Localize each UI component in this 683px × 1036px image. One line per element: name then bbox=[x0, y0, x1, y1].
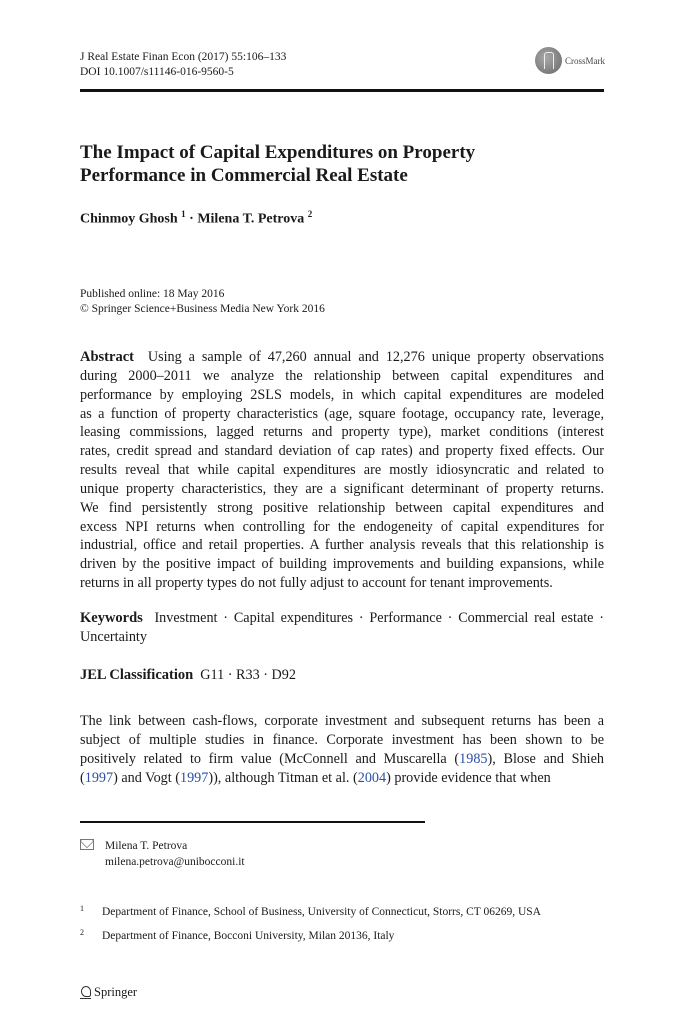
author-list bbox=[80, 209, 312, 228]
text-line bbox=[80, 442, 604, 461]
text-segment: excess NPI returns when controlling for the endogeneity of capital expenditures for bbox=[80, 518, 604, 535]
text-segment: driven by the positive impact of building improvements and building expansions, while bbox=[80, 556, 604, 573]
text-segment: We find persistently strong positive relationship between capital expenditures and bbox=[80, 499, 604, 516]
crossmark-label: CrossMark bbox=[565, 55, 605, 66]
text-segment: unique property characteristics, they are a significant determinant of property returns. bbox=[80, 480, 604, 497]
text-segment: ) provide evidence that when bbox=[386, 769, 551, 786]
footnote-number: 1 bbox=[80, 904, 84, 913]
copyright: © Springer Science+Business Media New York 2016 bbox=[80, 303, 325, 315]
footnote-text: Department of Finance, School of Business, University of Connecticut, Storrs, CT 06269, USA bbox=[102, 906, 541, 918]
publisher-logo bbox=[80, 985, 137, 1000]
citation-link[interactable]: 2004 bbox=[357, 769, 387, 786]
text-line bbox=[80, 405, 604, 424]
jel-codes: G11 · R33 · D92 bbox=[200, 667, 296, 683]
crossmark-badge[interactable] bbox=[535, 47, 605, 74]
affiliation-marker: 2 bbox=[307, 209, 313, 219]
jel-classification bbox=[80, 666, 604, 685]
citation-link[interactable]: 1997 bbox=[179, 769, 209, 786]
text-line bbox=[80, 628, 604, 647]
text-segment: positively related to firm value (McConnell and Muscarella ( bbox=[80, 750, 460, 767]
text-segment: as a function of property characteristics (age, square footage, occupancy rate, leverage, bbox=[80, 405, 604, 422]
title-line: The Impact of Capital Expenditures on Property bbox=[80, 142, 476, 163]
jel-label: JEL Classification bbox=[80, 667, 194, 683]
text-line bbox=[80, 574, 604, 593]
text-segment: subject of multiple studies in finance. Corporate investment has been shown to be bbox=[80, 731, 604, 748]
publication-info bbox=[80, 287, 325, 317]
text-segment: performance by employing 2SLS models, in which capital expenditures are modeled bbox=[80, 386, 604, 403]
text-line bbox=[80, 731, 604, 750]
crossmark-icon bbox=[535, 47, 562, 74]
body-text bbox=[80, 712, 604, 787]
text-segment: Uncertainty bbox=[80, 628, 147, 645]
citation-link[interactable]: 1997 bbox=[84, 769, 114, 786]
text-segment: )), although Titman et al. ( bbox=[208, 769, 358, 786]
published-date: Published online: 18 May 2016 bbox=[80, 288, 225, 300]
text-segment: during 2000–2011 we analyze the relationship between capital expenditures and bbox=[80, 367, 604, 384]
journal-header bbox=[80, 50, 286, 80]
paper-title bbox=[80, 141, 475, 187]
text-line bbox=[80, 423, 604, 442]
footnote-text: Department of Finance, Bocconi University, Milan 20136, Italy bbox=[102, 930, 395, 942]
correspondent-email[interactable]: milena.petrova@unibocconi.it bbox=[105, 856, 245, 868]
footnote-affiliation-2 bbox=[80, 928, 394, 942]
affiliation-marker: 1 bbox=[181, 209, 186, 219]
text-line bbox=[80, 555, 604, 574]
author-name: Milena T. Petrova bbox=[197, 211, 305, 227]
text-segment: leasing commissions, lagged returns and property type), market conditions (interest bbox=[80, 424, 604, 441]
author-separator: · bbox=[185, 211, 198, 227]
footnote-number: 2 bbox=[80, 928, 84, 937]
text-segment: ) and Vogt ( bbox=[113, 769, 180, 786]
footnote-rule bbox=[80, 821, 425, 823]
section-label: Abstract bbox=[80, 349, 134, 365]
text-line bbox=[80, 750, 604, 769]
correspondent-name: Milena T. Petrova bbox=[105, 840, 188, 852]
text-line bbox=[80, 609, 604, 628]
text-segment: ), Blose and Shieh bbox=[487, 750, 604, 767]
text-segment: The link between cash-flows, corporate investment and subsequent returns has been a bbox=[80, 713, 604, 729]
text-line bbox=[80, 769, 604, 788]
text-line bbox=[80, 518, 604, 537]
title-line: Performance in Commercial Real Estate bbox=[80, 165, 408, 186]
text-line bbox=[80, 461, 604, 480]
publisher-name: Springer bbox=[94, 985, 138, 999]
springer-horse-icon bbox=[80, 986, 91, 999]
author-name: Chinmoy Ghosh bbox=[80, 211, 178, 227]
text-segment: Using a sample of 47,260 annual and 12,276 unique property observations bbox=[147, 349, 604, 365]
text-line bbox=[80, 367, 604, 386]
text-line bbox=[80, 480, 604, 499]
text-line bbox=[80, 348, 604, 367]
text-line bbox=[80, 712, 604, 731]
header-rule bbox=[80, 89, 604, 92]
text-segment: results reveal that while capital expenditures are mostly idiosyncratic and related to bbox=[80, 462, 604, 479]
text-segment: ( bbox=[80, 769, 85, 786]
section-label: Keywords bbox=[80, 610, 143, 626]
text-line bbox=[80, 386, 604, 405]
text-segment: industrial, office and retail properties. A further analysis reveals that this relationship is bbox=[80, 537, 604, 554]
text-segment: returns in all property types do not fully adjust to account for tenant improvements. bbox=[80, 575, 553, 592]
text-line bbox=[80, 536, 604, 555]
text-segment: Investment · Capital expenditures · Performance · Commercial real estate · bbox=[154, 610, 604, 626]
text-segment: rates, credit spread and standard deviation of cap rates) and property fixed effects. Our bbox=[80, 443, 604, 460]
abstract bbox=[80, 348, 604, 593]
keywords bbox=[80, 609, 604, 647]
envelope-icon bbox=[80, 839, 94, 850]
footnote-affiliation-1 bbox=[80, 904, 541, 918]
doi[interactable]: DOI 10.1007/s11146-016-9560-5 bbox=[80, 66, 234, 78]
journal-citation: J Real Estate Finan Econ (2017) 55:106–133 bbox=[80, 51, 287, 63]
text-line bbox=[80, 499, 604, 518]
citation-link[interactable]: 1985 bbox=[459, 750, 488, 767]
correspondence bbox=[80, 838, 245, 870]
